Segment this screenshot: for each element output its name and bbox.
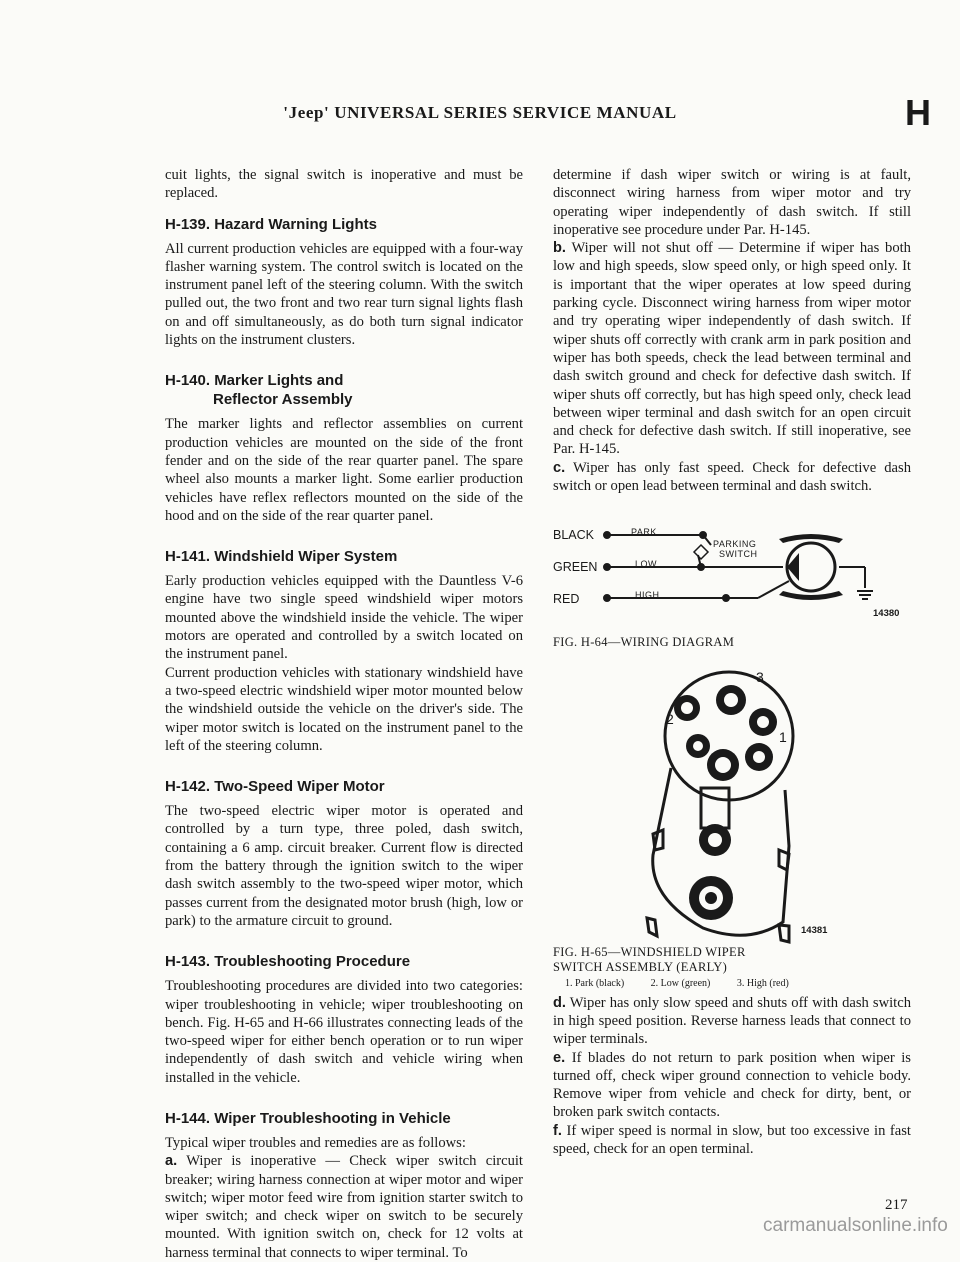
red-wire-label: RED (553, 592, 580, 607)
section-letter: H (905, 92, 931, 133)
right-column (553, 166, 911, 1158)
running-header: 'Jeep' UNIVERSAL SERIES SERVICE MANUAL (283, 103, 677, 122)
h140-paragraph: The marker lights and reflector assemblies on current production vehicles are mounted on the side of the front fender and on the side of the rear quarter panel. The spare wheel also mounts a marker light. Some earlier production vehicles have reflex reflectors mounted on the side of the hood and on the side of the rear quarter panel. (165, 416, 523, 524)
item-a (165, 1152, 523, 1262)
wiring-diagram-figure (553, 515, 911, 635)
fig65-caption-line1: FIG. H-65—WINDSHIELD WIPER (553, 945, 746, 960)
h142-paragraph: The two-speed electric wiper motor is operated and controlled by a turn type, three poled, dash switch, containing a 6 amp. circuit breaker. Current flow is directed from the battery through the ignition switch to the wiper dash switch assembly to the two-speed wiper motor, which passes current from the designated motor brush (high, low or park) to the armature circuit to ground. (165, 803, 523, 929)
parking-switch-label-1: PARKING (713, 539, 757, 550)
fig65-caption-line2: SWITCH ASSEMBLY (EARLY) (553, 960, 728, 975)
h143-heading: H-143. Troubleshooting Procedure (165, 953, 411, 971)
h141-heading: H-141. Windshield Wiper System (165, 548, 398, 566)
item-f-text: If wiper speed is normal in slow, but too excessive in fast speed, check for an open terminal. (553, 1122, 911, 1158)
h144-paragraph: Typical wiper troubles and remedies are as follows: (165, 1134, 466, 1151)
item-a-text: Wiper is inoperative — Check wiper switch circuit breaker; wiring harness connection at wiper motor and wiper switch; wiper motor feed wire from ignition starter switch to wiper switch; and check wiper on switch to be securely mounted. With ignition switch on, check for 12 volts at harness terminal that connects to wiper terminal. To (165, 1153, 523, 1261)
terminal-3-label: 3 (756, 669, 764, 686)
h142-heading: H-142. Two-Speed Wiper Motor (165, 778, 385, 796)
h140-heading (165, 371, 523, 409)
fig65-number: 14381 (801, 925, 828, 937)
switch-assembly-drawing (553, 660, 911, 945)
green-wire-label: GREEN (553, 560, 598, 575)
item-e (553, 1049, 911, 1122)
page-number: 217 (885, 1197, 908, 1213)
h139-paragraph: All current production vehicles are equipped with a four-way flasher warning system. The control switch is located on the instrument panel left of the steering column. With the switch pulled out, the two front and two rear turn signal lights flash on and off simultaneously, as do both turn signal indicator lights on the instrument clusters. (165, 240, 523, 349)
terminal-1-label: 1 (779, 729, 787, 746)
site-watermark: carmanualsonline.info (763, 1215, 948, 1236)
parking-switch-label-2: SWITCH (719, 549, 758, 560)
item-b-lead: b. (553, 240, 566, 257)
high-wire-label: HIGH (635, 590, 660, 601)
item-e-lead: e. (553, 1049, 566, 1066)
fig64-caption: FIG. H-64—WIRING DIAGRAM (553, 635, 735, 650)
h141-paragraph-2: Current production vehicles with stationary windshield have a two-speed electric windshield wiper motor mounted below the windshield outside the vehicle on the driver's side. The wiper motor switch is located on the instrument panel to the left of the steering column. (165, 664, 523, 754)
h143-paragraph: Troubleshooting procedures are divided into two categories: wiper troubleshooting in vehicle; wiper troubleshooting on bench. Fig. H-65 and H-66 illustrates connecting leads of the two-speed wiper for either bench operation or to run wiper independently of dash switch and vehicle wiring when installed in the vehicle. (165, 978, 523, 1086)
wiring-diagram (553, 515, 911, 615)
item-d-text: Wiper has only slow speed and shuts off with dash switch in high speed position. Reverse harness leads that connect to wiper terminals. (553, 994, 911, 1048)
legend-high: 3. High (red) (736, 978, 789, 990)
h140-heading-line1: H-140. Marker Lights and (165, 372, 344, 390)
h141-paragraph-1: Early production vehicles equipped with the Dauntless V-6 engine have two single speed windshield wiper motors mounted above the windshield inside the vehicle. The wiper motors are operated and controlled by a switch located on the instrument panel. (165, 573, 523, 663)
legend-park: 1. Park (black) (565, 978, 625, 990)
terminal-2-label: 2 (666, 711, 674, 728)
black-wire-label: BLACK (553, 528, 594, 543)
item-e-text: If blades do not return to park position when wiper is turned off, check wiper ground connection to vehicle body. Remove wiper from vehicle and check for dirty, bent, or broken park switch contacts. (553, 1049, 911, 1121)
item-c-lead: c. (553, 459, 566, 476)
item-c-text: Wiper has only fast speed. Check for defective dash switch or open lead between terminal and dash switch. (553, 459, 911, 495)
fig64-number: 14380 (873, 608, 900, 620)
item-f (553, 1122, 911, 1159)
continued-paragraph: determine if dash wiper switch or wiring is at fault, disconnect wiring harness from wiper motor and try operating wiper independently of dash switch. If still inoperative see procedure under Par. H-145. (553, 167, 911, 238)
item-d-lead: d. (553, 994, 566, 1011)
h140-heading-line2: Reflector Assembly (213, 391, 353, 409)
item-b-text: Wiper will not shut off — Determine if wiper has both low and high speeds, slow speed only, or high speed only. It is important that the wiper operates at low speed during parking cycle. Disconnect wiring harness from wiper motor and try operating wiper independently of dash switch. If wiper shuts off correctly with crank arm in park position and wiper has both speeds, check the lead between terminal and dash switch ground and check for defective dash switch. If wiper shuts off correctly, but has high speed only, check lead between wiper terminal and dash switch for an open circuit and check for defective dash switch. If still inoperative, see Par. H-145. (553, 240, 911, 458)
fig65-legend (553, 975, 911, 993)
item-b (553, 239, 911, 459)
h144-heading: H-144. Wiper Troubleshooting in Vehicle (165, 1109, 451, 1127)
item-d (553, 994, 911, 1049)
item-c (553, 459, 911, 496)
h139-heading: H-139. Hazard Warning Lights (165, 215, 377, 233)
low-wire-label: LOW (635, 559, 658, 570)
park-wire-label: PARK (631, 527, 657, 538)
item-a-lead: a. (165, 1153, 178, 1170)
intro-paragraph: cuit lights, the signal switch is inoperative and must be replaced. (165, 167, 523, 202)
item-f-lead: f. (553, 1122, 562, 1139)
legend-low: 2. Low (green) (650, 978, 711, 990)
switch-assembly-figure (553, 660, 911, 945)
left-column (165, 166, 523, 1262)
